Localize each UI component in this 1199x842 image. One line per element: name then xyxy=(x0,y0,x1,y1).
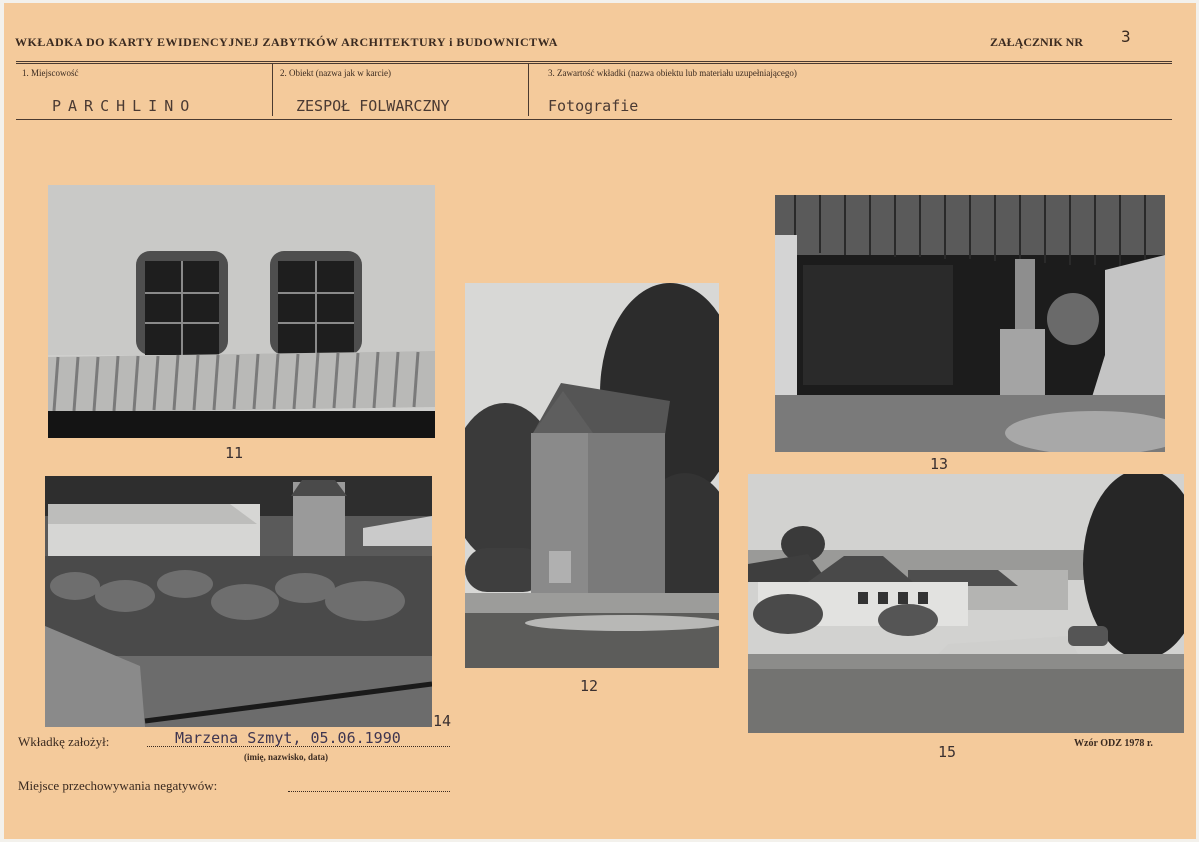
author-label: Wkładkę założył: xyxy=(18,734,110,749)
field-caption-object: 2. Obiekt (nazwa jak w karcie) xyxy=(280,68,391,78)
field-caption-content: 3. Zawartość wkładki (nazwa obiektu lub materiału uzupełniającego) xyxy=(548,68,797,78)
field-value-content: Fotografie xyxy=(548,97,639,115)
field-caption-locality: 1. Miejscowość xyxy=(22,68,79,78)
photo-14-stone-wall xyxy=(45,476,432,727)
photo-11-wall-windows xyxy=(48,185,435,438)
field-value-object: ZESPOŁ FOLWARCZNY xyxy=(296,97,450,115)
negatives-label: Miejsce przechowywania negatywów: xyxy=(18,778,218,793)
photo-13-barn-interior xyxy=(775,195,1165,452)
author-hint: (imię, nazwisko, data) xyxy=(244,752,328,762)
negatives-dotted-line xyxy=(288,791,450,792)
field-divider xyxy=(528,63,529,116)
photo-number-12: 12 xyxy=(580,677,599,695)
photo-number-11: 11 xyxy=(225,444,244,462)
annex-number: 3 xyxy=(1121,27,1131,46)
photo-12-transformer-tower xyxy=(465,283,719,668)
photo-15-village-view xyxy=(748,474,1184,733)
photo-number-14: 14 xyxy=(433,712,452,730)
annex-label: ZAŁĄCZNIK NR xyxy=(990,35,1084,49)
photo-number-13: 13 xyxy=(930,455,949,473)
fields-bottom-rule xyxy=(16,119,1172,120)
field-divider xyxy=(272,63,273,116)
header-rule xyxy=(16,61,1172,64)
author-value: Marzena Szmyt, 05.06.1990 xyxy=(175,729,401,747)
photo-number-15: 15 xyxy=(938,743,957,761)
field-value-locality: PARCHLINO xyxy=(52,97,197,115)
form-id: Wzór ODZ 1978 r. xyxy=(1074,738,1153,749)
form-title: WKŁADKA DO KARTY EWIDENCYJNEJ ZABYTKÓW ARCHITEKTURY i BUDOWNICTWA xyxy=(15,35,558,49)
